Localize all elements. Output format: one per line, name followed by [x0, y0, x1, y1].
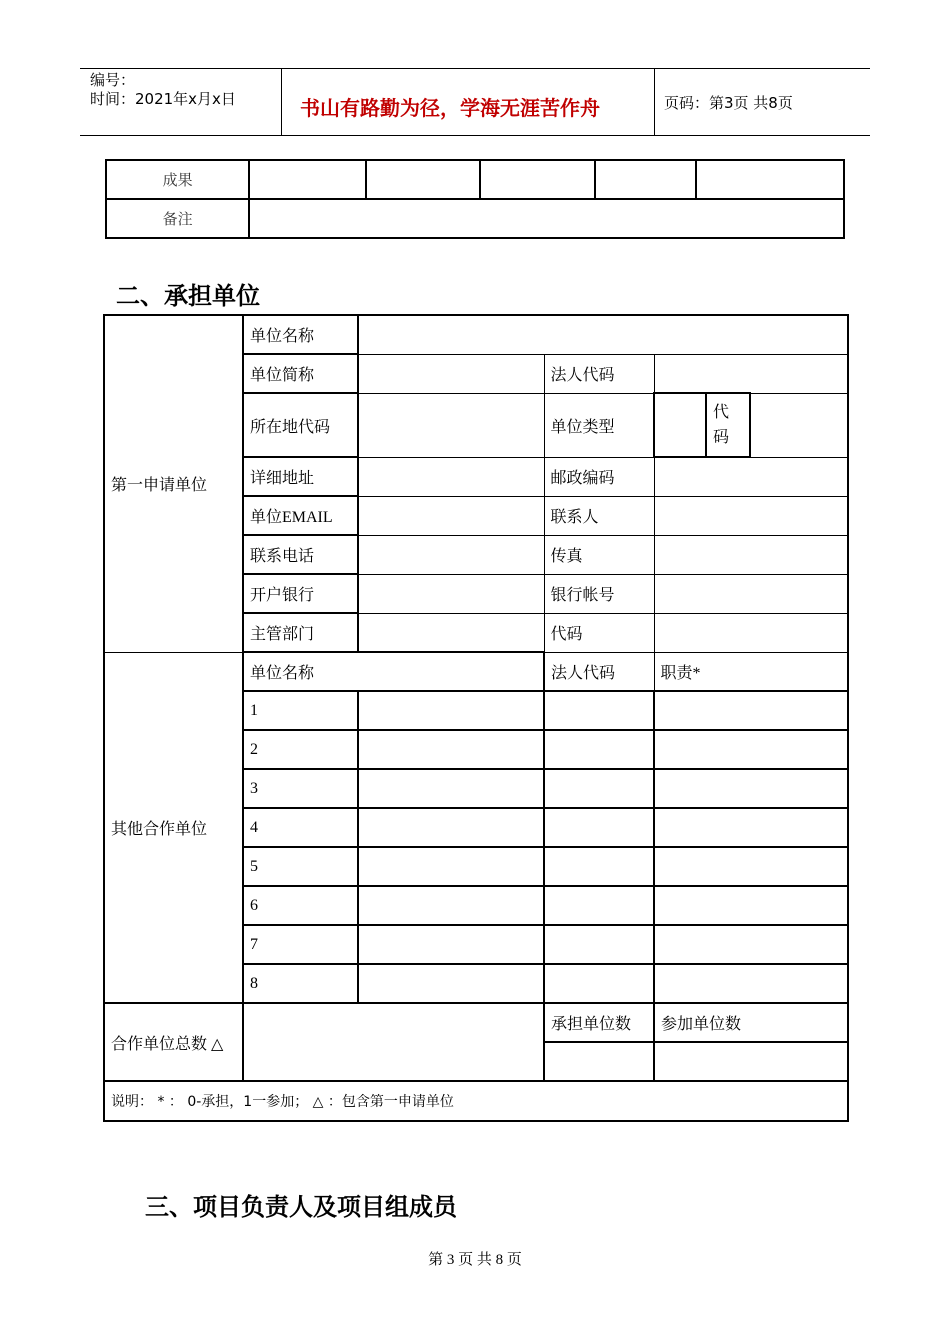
- header-divider-left: [281, 68, 282, 136]
- other-legal-code-input[interactable]: [544, 769, 654, 808]
- other-legal-code-input[interactable]: [544, 886, 654, 925]
- email-label: 单位EMAIL: [243, 496, 358, 535]
- contact-label: 联系人: [544, 496, 654, 535]
- remarks-label: 备注: [106, 199, 249, 238]
- other-duty-input[interactable]: [654, 964, 848, 1003]
- header-page-info: 页码：第3页 共8页: [664, 94, 793, 112]
- undertake-count-input[interactable]: [544, 1042, 654, 1081]
- header-number: 编号：: [90, 71, 136, 89]
- unit-name-label: 单位名称: [243, 315, 358, 354]
- code-vertical-text: 代码: [713, 404, 730, 446]
- other-unit-name-input[interactable]: [358, 691, 544, 730]
- results-cell[interactable]: [696, 160, 844, 199]
- dept-code-label: 代码: [544, 613, 654, 652]
- other-unit-name-input[interactable]: [358, 964, 544, 1003]
- other-unit-name-input[interactable]: [358, 925, 544, 964]
- address-input[interactable]: [358, 457, 544, 496]
- other-legal-code-input[interactable]: [544, 925, 654, 964]
- dept-input[interactable]: [358, 613, 544, 652]
- results-cell[interactable]: [595, 160, 695, 199]
- other-unit-index: 8: [243, 964, 358, 1003]
- unit-type-label: 单位类型: [544, 393, 654, 457]
- location-code-input[interactable]: [358, 393, 544, 457]
- other-duty-input[interactable]: [654, 886, 848, 925]
- results-label: 成果: [106, 160, 249, 199]
- email-input[interactable]: [358, 496, 544, 535]
- section3-title: 三、项目负责人及项目组成员: [145, 1193, 457, 1221]
- totals-label: 合作单位总数 △: [104, 1003, 243, 1081]
- header-time: 时间：2021年x月x日: [90, 90, 236, 108]
- other-duty-input[interactable]: [654, 730, 848, 769]
- remarks-row: [106, 199, 844, 238]
- code-input[interactable]: [750, 393, 848, 457]
- other-legal-code-input[interactable]: [544, 730, 654, 769]
- other-duty-input[interactable]: [654, 691, 848, 730]
- unit-abbr-input[interactable]: [358, 354, 544, 393]
- other-duty-input[interactable]: [654, 769, 848, 808]
- legal-code-label: 法人代码: [544, 354, 654, 393]
- bank-account-label: 银行帐号: [544, 574, 654, 613]
- dept-label: 主管部门: [243, 613, 358, 652]
- unit-name-input[interactable]: [358, 315, 848, 354]
- code-vertical-label: [706, 393, 750, 457]
- section2-title: 二、承担单位: [116, 282, 260, 310]
- postal-code-label: 邮政编码: [544, 457, 654, 496]
- page-footer: 第 3 页 共 8 页: [428, 1252, 522, 1268]
- table-note: 说明： * ： 0-承担，1一参加； △ ：包含第一申请单位: [104, 1081, 848, 1121]
- participate-count-label: 参加单位数: [654, 1003, 848, 1042]
- fax-input[interactable]: [654, 535, 848, 574]
- other-duty-input[interactable]: [654, 847, 848, 886]
- dept-code-input[interactable]: [654, 613, 848, 652]
- results-table: [105, 159, 845, 239]
- other-unit-index: 3: [243, 769, 358, 808]
- results-cell[interactable]: [480, 160, 595, 199]
- address-label: 详细地址: [243, 457, 358, 496]
- results-cell[interactable]: [366, 160, 480, 199]
- other-units-label: 其他合作单位: [104, 652, 243, 1003]
- contact-input[interactable]: [654, 496, 848, 535]
- header-motto: 书山有路勤为径，学海无涯苦作舟: [300, 96, 600, 120]
- other-legal-code-header: 法人代码: [544, 652, 654, 691]
- other-unit-name-input[interactable]: [358, 886, 544, 925]
- header-divider-right: [654, 68, 655, 136]
- header-bottom-rule: [80, 135, 870, 136]
- location-code-label: 所在地代码: [243, 393, 358, 457]
- other-unit-name-input[interactable]: [358, 769, 544, 808]
- unit-abbr-label: 单位简称: [243, 354, 358, 393]
- bank-account-input[interactable]: [654, 574, 848, 613]
- bank-label: 开户银行: [243, 574, 358, 613]
- other-legal-code-input[interactable]: [544, 808, 654, 847]
- other-unit-index: 4: [243, 808, 358, 847]
- other-legal-code-input[interactable]: [544, 691, 654, 730]
- other-unit-index: 7: [243, 925, 358, 964]
- first-applicant-label: 第一申请单位: [104, 315, 243, 652]
- other-duty-header: 职责*: [654, 652, 848, 691]
- bank-input[interactable]: [358, 574, 544, 613]
- undertake-count-label: 承担单位数: [544, 1003, 654, 1042]
- phone-input[interactable]: [358, 535, 544, 574]
- unit-type-input[interactable]: [654, 393, 706, 457]
- postal-code-input[interactable]: [654, 457, 848, 496]
- other-unit-name-header: 单位名称: [243, 652, 544, 691]
- legal-code-input[interactable]: [654, 354, 848, 393]
- other-unit-index: 2: [243, 730, 358, 769]
- other-duty-input[interactable]: [654, 808, 848, 847]
- remarks-cell[interactable]: [249, 199, 844, 238]
- participate-count-input[interactable]: [654, 1042, 848, 1081]
- other-unit-index: 1: [243, 691, 358, 730]
- other-legal-code-input[interactable]: [544, 964, 654, 1003]
- other-unit-name-input[interactable]: [358, 847, 544, 886]
- header-top-rule: [80, 68, 870, 69]
- other-unit-index: 5: [243, 847, 358, 886]
- fax-label: 传真: [544, 535, 654, 574]
- other-unit-index: 6: [243, 886, 358, 925]
- other-unit-name-input[interactable]: [358, 808, 544, 847]
- other-legal-code-input[interactable]: [544, 847, 654, 886]
- phone-label: 联系电话: [243, 535, 358, 574]
- results-cell[interactable]: [249, 160, 365, 199]
- results-row: [106, 160, 844, 199]
- other-unit-name-input[interactable]: [358, 730, 544, 769]
- totals-input[interactable]: [243, 1003, 544, 1081]
- undertaking-units-table: [103, 314, 849, 1122]
- other-duty-input[interactable]: [654, 925, 848, 964]
